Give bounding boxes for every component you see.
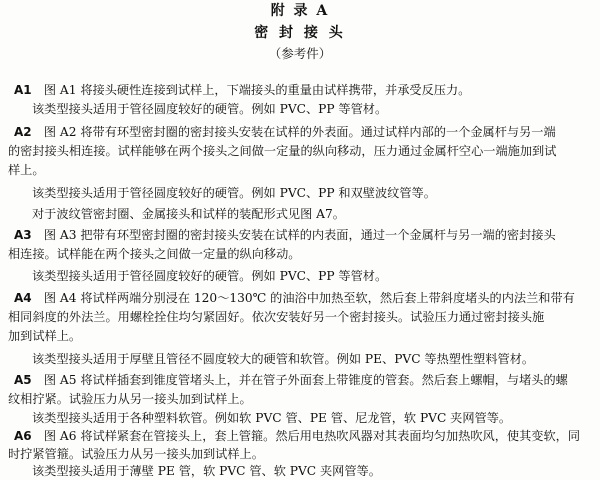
paragraph-line [14, 290, 594, 306]
reference-note: （参考件） [268, 46, 332, 61]
appendix-title: 附 录 A [270, 3, 330, 19]
paragraph-text: 加到试样上。 [8, 329, 82, 343]
paragraph-text: 该类型接头适用于管径圆度较好的硬管。例如 PVC、PP 等管材。 [32, 102, 388, 116]
paragraph-text: 样上。 [8, 163, 45, 177]
paragraph-text: 的密封接头相连接。试样能够在两个接头之间做一定量的纵向移动，压力通过金属杆空心一端施加到试 [8, 144, 557, 158]
paragraph-text: 图 A6 将试样紧套在管接头上，套上管箍。然后用电热吹风器对其表面均匀加热吹风，使其变软，同 [43, 429, 581, 443]
clause-number: A6 [14, 429, 32, 443]
paragraph-line [14, 372, 594, 388]
paragraph-text: 图 A2 将带有环型密封圈的密封接头安装在试样的外表面。通过试样内部的一个金属杆与另一端 [43, 125, 556, 139]
paragraph-line [8, 246, 594, 262]
paragraph-line [32, 185, 594, 201]
paragraph-line [32, 410, 594, 426]
paragraph-text: 时拧紧管箍。试验压力从另一接头加到试样上。 [8, 447, 264, 461]
paragraph-text: 对于波纹管密封圈、金属接头和试样的装配形式见图 A7。 [32, 207, 345, 221]
paragraph-line [8, 391, 594, 407]
paragraph-text: 相连接。试样能在两个接头之间做一定量的纵向移动。 [8, 247, 301, 261]
paragraph-line [8, 309, 594, 325]
paragraph-line [8, 143, 594, 159]
paragraph-line [8, 328, 594, 344]
paragraph-text: 该类型接头适用于各种塑料软管。例如软 PVC 管、PE 管、尼龙管，软 PVC 夹网管等。 [32, 411, 512, 425]
clause-number: A3 [14, 228, 32, 242]
paragraph-line [14, 428, 594, 444]
paragraph-text: 相同斜度的外法兰。用螺栓拴住均匀紧固好。依次安装好另一个密封接头。试验压力通过密封接头施 [8, 310, 545, 324]
paragraph-text: 该类型接头适用于厚壁且管径不圆度较大的硬管和软管。例如 PE、PVC 等热塑性塑料管材。 [32, 352, 535, 366]
clause-number: A2 [14, 125, 32, 139]
paragraph-line [32, 351, 594, 367]
paragraph-line [8, 446, 594, 462]
paragraph-line [32, 463, 594, 479]
paragraph-line [32, 206, 594, 222]
paragraph-text: 纹相拧紧。试验压力从另一接头加到试样上。 [8, 392, 252, 406]
paragraph-text: 图 A5 将试样插套到锥度管堵头上，并在管子外面套上带锥度的管套。然后套上螺帽，与堵头的螺 [43, 373, 568, 387]
section-title: 密 封 接 头 [254, 25, 346, 41]
clause-number: A1 [14, 83, 32, 97]
paragraph-text: 图 A3 把带有环型密封圈的密封接头安装在试样的内表面，通过一个金属杆与另一端的密封接头 [43, 228, 556, 242]
clause-number: A4 [14, 291, 32, 305]
paragraph-line [32, 101, 594, 117]
paragraph-text: 该类型接头适用于管径圆度较好的硬管。例如 PVC、PP 等管材。 [32, 269, 388, 283]
paragraph-line [14, 227, 594, 243]
paragraph-text: 该类型接头适用于薄壁 PE 管，软 PVC 管、软 PVC 夹网管等。 [32, 464, 381, 478]
paragraph-line [32, 268, 594, 284]
paragraph-line [8, 162, 594, 178]
paragraph-text: 图 A4 将试样两端分别浸在 120～130℃ 的油浴中加热至软，然后套上带斜度堵头的内法兰和带有 [43, 291, 575, 305]
paragraph-text: 图 A1 将接头硬性连接到试样上，下端接头的重量由试样携带，并承受反压力。 [43, 83, 471, 97]
paragraph-line [14, 82, 594, 98]
clause-number: A5 [14, 373, 32, 387]
paragraph-line [14, 124, 594, 140]
paragraph-text: 该类型接头适用于管径圆度较好的硬管。例如 PVC、PP 和双壁波纹管等。 [32, 186, 436, 200]
